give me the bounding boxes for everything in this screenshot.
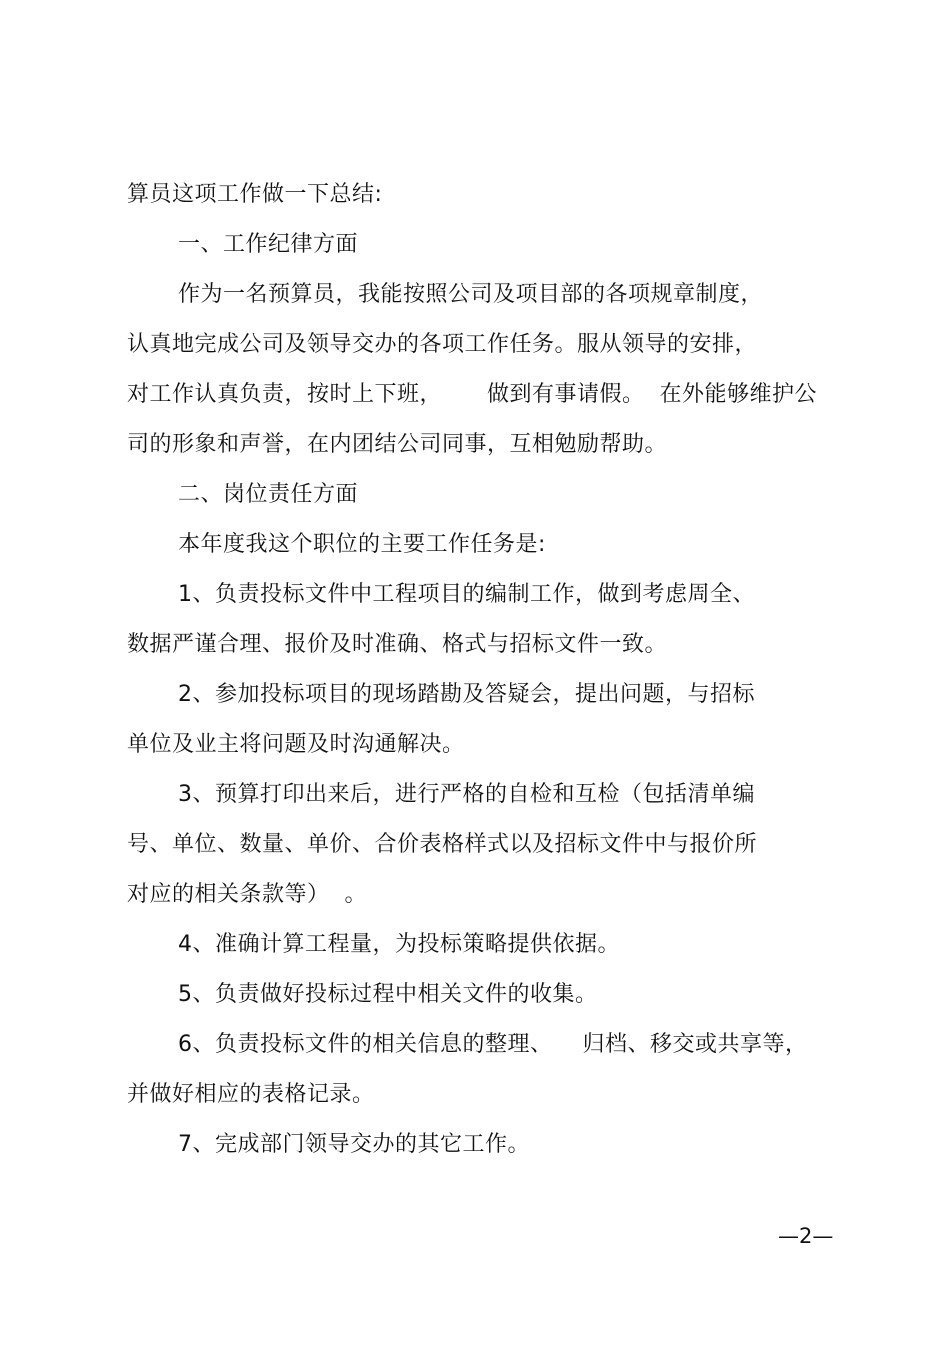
- list-item-6-cont: 并做好相应的表格记录。: [127, 1082, 375, 1107]
- page-number: —2—: [778, 1224, 834, 1248]
- list-item-1: 1、负责投标文件中工程项目的编制工作，做到考虑周全、: [178, 582, 755, 607]
- list-item-7: 7、完成部门领导交办的其它工作。: [178, 1132, 530, 1157]
- list-item-2-cont: 单位及业主将问题及时沟通解决。: [127, 732, 465, 757]
- list-item-6: 6、负责投标文件的相关信息的整理、 归档、移交或共享等，: [178, 1032, 808, 1057]
- list-item-5: 5、负责做好投标过程中相关文件的收集。: [178, 982, 598, 1007]
- text-line-intro: 算员这项工作做一下总结:: [127, 182, 383, 207]
- list-item-3-cont: 对应的相关条款等） 。: [127, 882, 367, 907]
- text-line: 司的形象和声誉，在内团结公司同事，互相勉励帮助。: [127, 432, 668, 457]
- text-line: 作为一名预算员，我能按照公司及项目部的各项规章制度，: [178, 282, 764, 307]
- list-item-3-cont: 号、单位、数量、单价、合价表格样式以及招标文件中与报价所: [127, 832, 758, 857]
- heading-job-responsibility: 二、岗位责任方面: [178, 482, 359, 507]
- list-item-3: 3、预算打印出来后，进行严格的自检和互检（包括清单编: [178, 782, 755, 807]
- list-item-4: 4、准确计算工程量，为投标策略提供依据。: [178, 932, 620, 957]
- text-line: 对工作认真负责，按时上下班， 做到有事请假。 在外能够维护公: [127, 382, 817, 407]
- text-line: 认真地完成公司及领导交办的各项工作任务。服从领导的安排，: [127, 332, 758, 357]
- list-item-2: 2、参加投标项目的现场踏勘及答疑会，提出问题，与招标: [178, 682, 755, 707]
- list-item-1-cont: 数据严谨合理、报价及时准确、格式与招标文件一致。: [127, 632, 668, 657]
- text-line: 本年度我这个职位的主要工作任务是:: [178, 532, 546, 557]
- heading-work-discipline: 一、工作纪律方面: [178, 232, 359, 257]
